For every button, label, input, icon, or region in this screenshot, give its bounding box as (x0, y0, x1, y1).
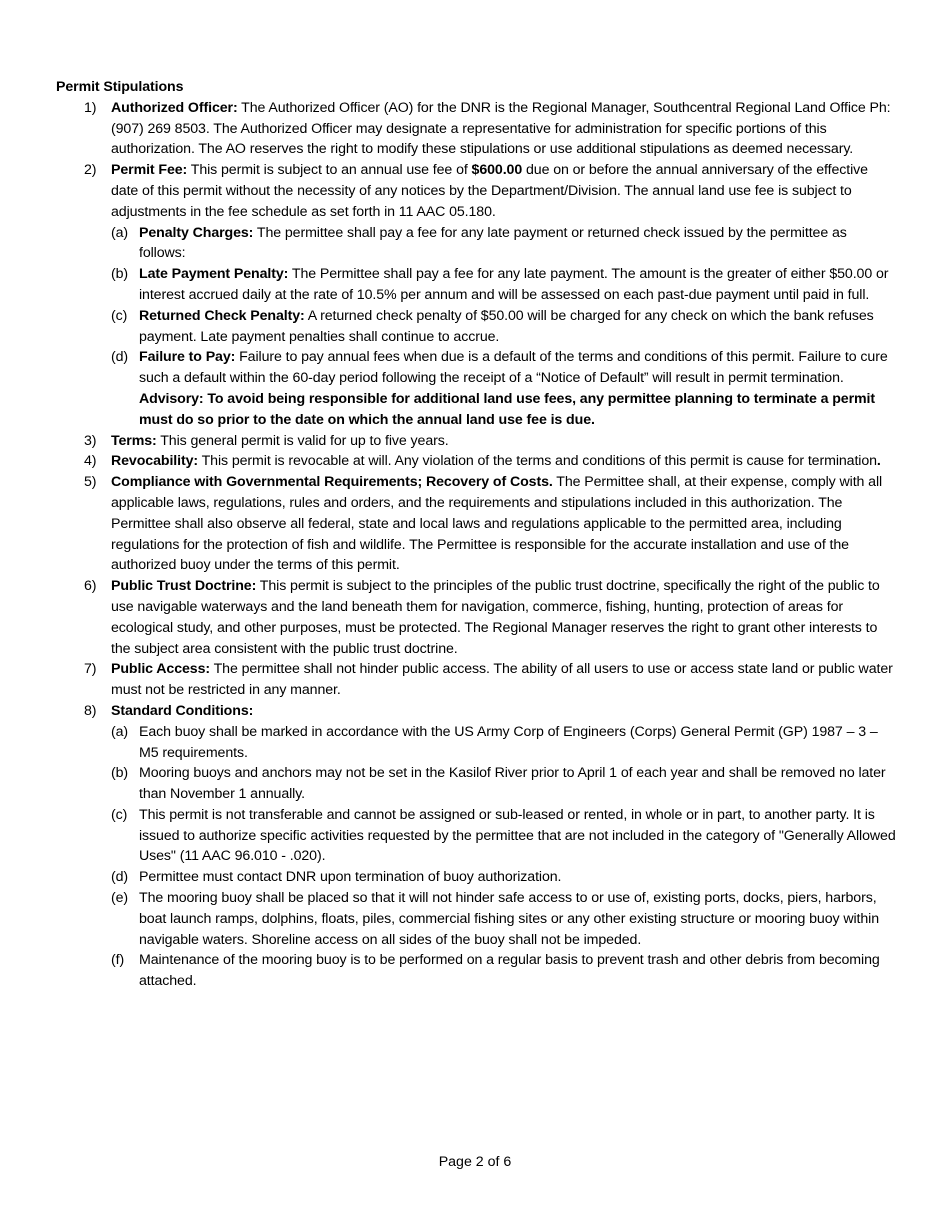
item-number: 1) (84, 99, 97, 116)
sub-item-penalty-charges (111, 223, 896, 265)
condition-d (111, 867, 896, 888)
sub-item-title: Returned Check Penalty: (139, 307, 305, 324)
sub-item-letter: (a) (111, 224, 129, 241)
item-end-period: . (876, 453, 881, 470)
page-title: Permit Stipulations (56, 79, 184, 95)
standard-conditions-list (111, 722, 896, 992)
condition-f (111, 950, 896, 992)
item-number: 7) (84, 661, 97, 678)
condition-a (111, 722, 896, 764)
sub-item-text: Maintenance of the mooring buoy is to be performed on a regular basis to prevent trash and other debris from becoming attached. (139, 952, 880, 990)
item-text: This permit is subject to the principles of the public trust doctrine, specifically the right of the public to use navigable waterways and the land beneath them for navigation, commerce, fishing, hunting, protection of areas for ecological study, and other purposes, must be protected. The Regional Manager reserves the right to grant other interests to the subject area consistent with the public trust doctrine. (111, 578, 880, 657)
sub-item-late-payment (111, 264, 896, 306)
sub-item-text: Permittee must contact DNR upon termination of buoy authorization. (139, 869, 562, 886)
item-number: 3) (84, 432, 97, 449)
advisory-text: Advisory: To avoid being responsible for additional land use fees, any permittee planning to terminate a permit must do so prior to the date on which the annual land use fee is due. (139, 390, 875, 428)
item-title: Public Access: (111, 661, 211, 678)
stipulation-3 (56, 431, 896, 452)
item-number: 8) (84, 702, 97, 719)
stipulation-1 (56, 98, 896, 160)
stipulation-7 (56, 659, 896, 701)
stipulations-list (56, 98, 896, 992)
sub-item-letter: (d) (111, 869, 129, 886)
item-title: Standard Conditions: (111, 702, 254, 719)
item-title: Revocability: (111, 453, 199, 470)
item-title: Terms: (111, 432, 157, 449)
sub-item-returned-check (111, 306, 896, 348)
sub-item-letter: (f) (111, 952, 125, 969)
sub-item-text: Each buoy shall be marked in accordance with the US Army Corp of Engineers (Corps) General Permit (GP) 1987 – 3 – M5 requirements. (139, 723, 878, 761)
item-text: The Permittee shall, at their expense, comply with all applicable laws, regulations, rules and orders, and the requirements and stipulations included in this authorization. The Permittee shall also observe all federal, state and local laws and regulations applicable to the permitted area, including regulations for the protection of fish and wildlife. The Permittee is responsible for the accurate installation and use of the authorized buoy under the terms of this permit. (111, 474, 883, 574)
sub-item-letter: (c) (111, 806, 128, 823)
sub-item-failure-to-pay (111, 347, 896, 430)
sub-item-letter: (a) (111, 723, 129, 740)
item-text: This permit is subject to an annual use fee of (187, 162, 472, 179)
sub-item-text: The Permittee shall pay a fee for any late payment. The amount is the greater of either $50.00 or interest accrued daily at the rate of 10.5% per annum and will be assessed on each past-due payment until paid in full. (139, 266, 889, 303)
condition-c (111, 805, 896, 867)
fee-sub-list (111, 223, 896, 431)
document-body (56, 77, 896, 992)
fee-amount: $600.00 (471, 162, 523, 179)
item-text: The permittee shall not hinder public access. The ability of all users to use or access state land or public water must not be restricted in any manner. (111, 661, 893, 699)
item-number: 6) (84, 578, 97, 595)
sub-item-title: Late Payment Penalty: (139, 266, 289, 283)
sub-item-letter: (e) (111, 890, 129, 907)
item-title: Compliance with Governmental Requirements; Recovery of Costs. (111, 474, 553, 491)
item-text: This general permit is valid for up to five years. (156, 432, 449, 449)
stipulation-6 (56, 576, 896, 659)
item-title: Permit Fee: (111, 162, 188, 179)
item-number: 4) (84, 453, 97, 470)
sub-item-text: The permittee shall pay a fee for any late payment or returned check issued by the permittee as follows: (139, 224, 847, 262)
sub-item-letter: (b) (111, 266, 129, 283)
sub-item-text: The mooring buoy shall be placed so that it will not hinder safe access to or use of, existing ports, docks, piers, harbors, boat launch ramps, dolphins, floats, piles, commercial fishing sites or any other existing structure or mooring buoy within navigable waters. Shoreline access on all sides of the buoy shall not be impeded. (139, 890, 879, 948)
stipulation-8 (56, 701, 896, 992)
sub-item-text: Failure to pay annual fees when due is a default of the terms and conditions of this permit. Failure to cure such a default within the 60-day period following the receipt of a “Notice of Default” will result in permit termination. (139, 349, 888, 387)
page-number: Page 2 of 6 (438, 1154, 512, 1170)
sub-item-title: Penalty Charges: (139, 224, 254, 241)
sub-item-text: A returned check penalty of $50.00 will be charged for any check on which the bank refuses payment. Late payment penalties shall continue to accrue. (139, 307, 874, 345)
condition-e (111, 888, 896, 950)
sub-item-letter: (c) (111, 307, 128, 324)
item-number: 5) (84, 474, 97, 491)
sub-item-text: Mooring buoys and anchors may not be set in the Kasilof River prior to April 1 of each year and shall be removed no later than November 1 annually. (139, 765, 886, 803)
item-number: 2) (84, 162, 97, 179)
condition-b (111, 763, 896, 805)
item-title: Public Trust Doctrine: (111, 578, 257, 595)
sub-item-title: Failure to Pay: (139, 349, 236, 366)
item-title: Authorized Officer: (111, 99, 238, 116)
sub-item-letter: (b) (111, 765, 129, 782)
stipulation-5 (56, 472, 896, 576)
sub-item-letter: (d) (111, 349, 129, 366)
stipulation-4 (56, 451, 896, 472)
sub-item-text: This permit is not transferable and cannot be assigned or sub-leased or rented, in whole or in part, to another party. It is issued to authorize specific activities requested by the permittee that are not included in the category of "Generally Allowed Uses" (11 AAC 96.010 - .020). (139, 806, 896, 865)
item-text: The Authorized Officer (AO) for the DNR is the Regional Manager, Southcentral Regional Land Office Ph: (907) 269 8503. The Authorized Officer may designate a representative for administration for specific portions of this authorization. The AO reserves the right to modify these stipulations or use additional stipulations as deemed necessary. (111, 99, 891, 158)
stipulation-2 (56, 160, 896, 430)
item-text: This permit is revocable at will. Any violation of the terms and conditions of this permit is cause for termination (198, 453, 877, 470)
item-text: due on or before the annual anniversary of the effective date of this permit without the necessity of any notices by the Department/Division. The annual land use fee is subject to adjustments in the fee schedule as set forth in 11 AAC 05.180. (111, 162, 868, 220)
